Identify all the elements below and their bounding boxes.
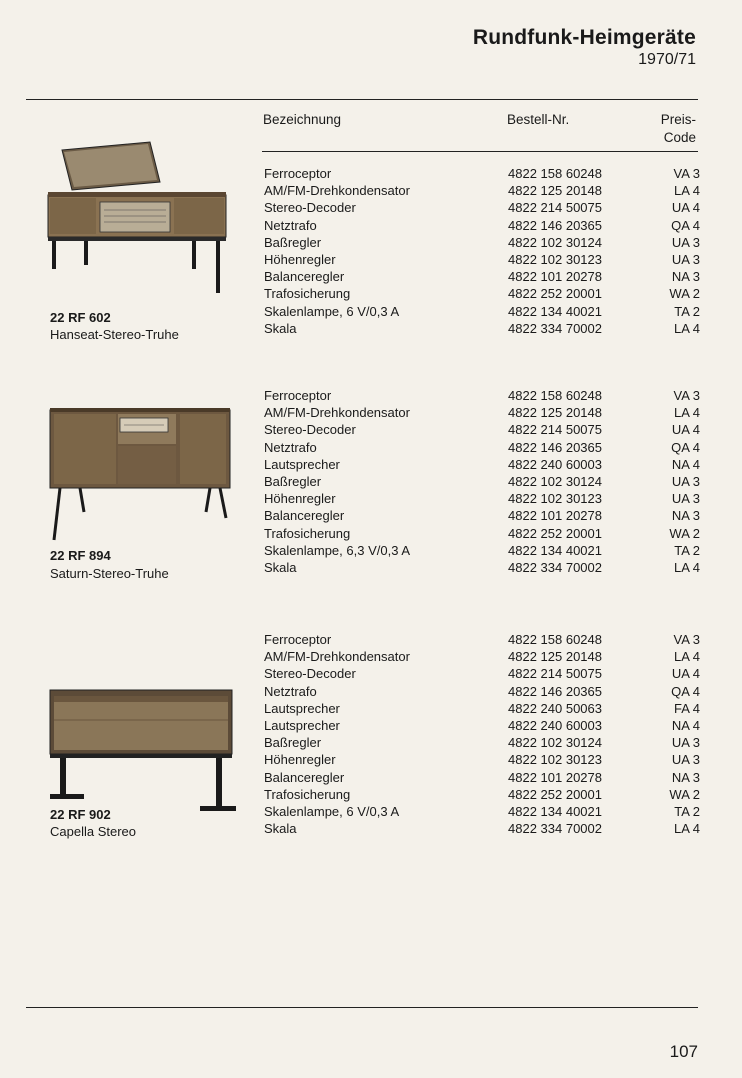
stereo-cabinet-image [40,400,240,550]
part-name: Höhenregler [264,252,336,268]
table-row [264,303,700,320]
part-order-number: 4822 134 40021 [508,804,602,820]
part-order-number: 4822 240 60003 [508,456,602,472]
parts-table [264,387,700,576]
table-row [264,199,700,216]
part-price-code: UA 4 [671,422,700,438]
bottom-rule [26,1007,698,1008]
page-title: Rundfunk-Heimgeräte [472,26,696,49]
parts-table [264,165,700,337]
model-name: Capella Stereo [50,824,136,839]
part-order-number: 4822 146 20365 [508,439,602,455]
table-row [264,700,700,717]
part-price-code: NA 3 [671,269,700,285]
model-name: Saturn-Stereo-Truhe [50,566,169,581]
part-order-number: 4822 252 20001 [508,286,602,302]
table-row [264,665,700,682]
part-order-number: 4822 101 20278 [508,269,602,285]
model-number: 22 RF 602 [50,310,111,325]
part-order-number: 4822 102 30124 [508,474,602,490]
part-price-code: TA 2 [674,303,700,319]
table-row [264,165,700,182]
part-price-code: UA 3 [671,491,700,507]
part-price-code: UA 3 [671,252,700,268]
table-row [264,387,700,404]
table-row [264,268,700,285]
part-name: Balanceregler [264,508,345,524]
part-price-code: NA 3 [671,508,700,524]
part-name: Höhenregler [264,752,336,768]
table-row [264,217,700,234]
table-row [264,751,700,768]
part-order-number: 4822 240 60003 [508,718,602,734]
column-header-price-code-line2: Code [663,130,696,145]
part-name: AM/FM-Drehkondensator [264,405,410,421]
part-price-code: NA 3 [671,769,700,785]
model-number: 22 RF 902 [50,807,111,822]
table-row [264,786,700,803]
part-name: Höhenregler [264,491,336,507]
table-row [264,734,700,751]
part-price-code: VA 3 [673,388,700,403]
part-price-code: NA 4 [671,718,700,734]
part-name: Balanceregler [264,269,345,285]
part-order-number: 4822 102 30123 [508,252,602,268]
model-number: 22 RF 894 [50,548,111,563]
top-rule [26,99,698,100]
part-order-number: 4822 214 50075 [508,422,602,438]
table-row [264,803,700,820]
part-price-code: LA 4 [673,183,700,199]
part-name: Baßregler [264,474,322,490]
part-order-number: 4822 252 20001 [508,786,602,802]
table-row [264,404,700,421]
part-order-number: 4822 240 50063 [508,700,602,716]
part-order-number: 4822 334 70002 [508,560,602,576]
part-price-code: LA 4 [673,821,700,837]
part-price-code: QA 4 [671,683,700,699]
part-price-code: LA 4 [673,649,700,665]
part-order-number: 4822 101 20278 [508,508,602,524]
part-price-code: UA 3 [671,474,700,490]
table-row [264,456,700,473]
part-name: Lautsprecher [264,718,340,734]
part-name: Skalenlampe, 6 V/0,3 A [264,804,400,820]
page-number: 107 [669,1042,698,1061]
part-order-number: 4822 102 30124 [508,735,602,751]
column-header-price-code-line1: Preis- [660,112,696,127]
part-price-code: WA 2 [669,286,700,302]
part-price-code: FA 4 [673,700,700,716]
part-order-number: 4822 134 40021 [508,303,602,319]
table-row [264,769,700,786]
part-order-number: 4822 102 30123 [508,752,602,768]
column-header-name: Bezeichnung [263,112,342,127]
table-row [264,820,700,837]
part-name: Balanceregler [264,769,345,785]
part-name: Trafosicherung [264,286,351,302]
part-name: Lautsprecher [264,700,340,716]
part-order-number: 4822 146 20365 [508,217,602,233]
part-price-code: QA 4 [671,439,700,455]
header-rule [262,151,698,152]
capella-cabinet-image [40,680,240,815]
part-order-number: 4822 214 50075 [508,200,602,216]
table-row [264,559,700,576]
table-row [264,251,700,268]
part-name: Baßregler [264,234,322,250]
part-price-code: LA 4 [673,560,700,576]
part-name: AM/FM-Drehkondensator [264,183,410,199]
part-price-code: UA 4 [671,666,700,682]
table-row [264,631,700,648]
part-name: Baßregler [264,735,322,751]
part-name: Trafosicherung [264,786,351,802]
part-price-code: LA 4 [673,320,700,336]
radio-cabinet-image [40,140,230,300]
part-name: Skala [264,320,297,336]
part-order-number: 4822 158 60248 [508,166,602,181]
part-price-code: QA 4 [671,217,700,233]
table-row [264,542,700,559]
part-name: Trafosicherung [264,525,351,541]
table-row [264,490,700,507]
part-order-number: 4822 134 40021 [508,542,602,558]
part-price-code: VA 3 [673,166,700,181]
table-row [264,473,700,490]
model-name: Hanseat-Stereo-Truhe [50,327,179,342]
part-price-code: WA 2 [669,525,700,541]
part-price-code: TA 2 [674,542,700,558]
table-row [264,683,700,700]
part-price-code: UA 3 [671,735,700,751]
part-name: Stereo-Decoder [264,422,356,438]
table-row [264,648,700,665]
table-row [264,507,700,524]
part-order-number: 4822 102 30124 [508,234,602,250]
table-row [264,421,700,438]
table-row [264,320,700,337]
part-name: Lautsprecher [264,456,340,472]
part-price-code: LA 4 [673,405,700,421]
part-name: Stereo-Decoder [264,666,356,682]
part-order-number: 4822 158 60248 [508,632,602,647]
part-price-code: VA 3 [673,632,700,647]
part-price-code: UA 4 [671,200,700,216]
part-price-code: NA 4 [671,456,700,472]
part-price-code: WA 2 [669,786,700,802]
part-name: Netztrafo [264,439,317,455]
part-price-code: UA 3 [671,752,700,768]
part-name: Skalenlampe, 6 V/0,3 A [264,303,400,319]
column-header-price-code [636,111,696,147]
part-order-number: 4822 146 20365 [508,683,602,699]
table-row [264,717,700,734]
part-price-code: UA 3 [671,234,700,250]
part-order-number: 4822 252 20001 [508,525,602,541]
part-name: AM/FM-Drehkondensator [264,649,410,665]
part-order-number: 4822 214 50075 [508,666,602,682]
part-name: Ferroceptor [264,388,332,403]
part-order-number: 4822 125 20148 [508,183,602,199]
table-row [264,234,700,251]
part-order-number: 4822 101 20278 [508,769,602,785]
part-order-number: 4822 102 30123 [508,491,602,507]
part-name: Ferroceptor [264,166,332,181]
part-name: Stereo-Decoder [264,200,356,216]
part-order-number: 4822 158 60248 [508,388,602,403]
table-row [264,285,700,302]
part-name: Ferroceptor [264,632,332,647]
part-price-code: TA 2 [674,804,700,820]
part-name: Skalenlampe, 6,3 V/0,3 A [264,542,410,558]
parts-table [264,631,700,837]
table-row [264,439,700,456]
part-name: Netztrafo [264,683,317,699]
table-row [264,182,700,199]
part-name: Netztrafo [264,217,317,233]
part-order-number: 4822 125 20148 [508,649,602,665]
part-name: Skala [264,821,297,837]
page-year: 1970/71 [638,51,696,68]
column-header-order-number: Bestell-Nr. [507,112,570,127]
part-order-number: 4822 125 20148 [508,405,602,421]
part-order-number: 4822 334 70002 [508,320,602,336]
part-order-number: 4822 334 70002 [508,821,602,837]
part-name: Skala [264,560,297,576]
table-row [264,525,700,542]
